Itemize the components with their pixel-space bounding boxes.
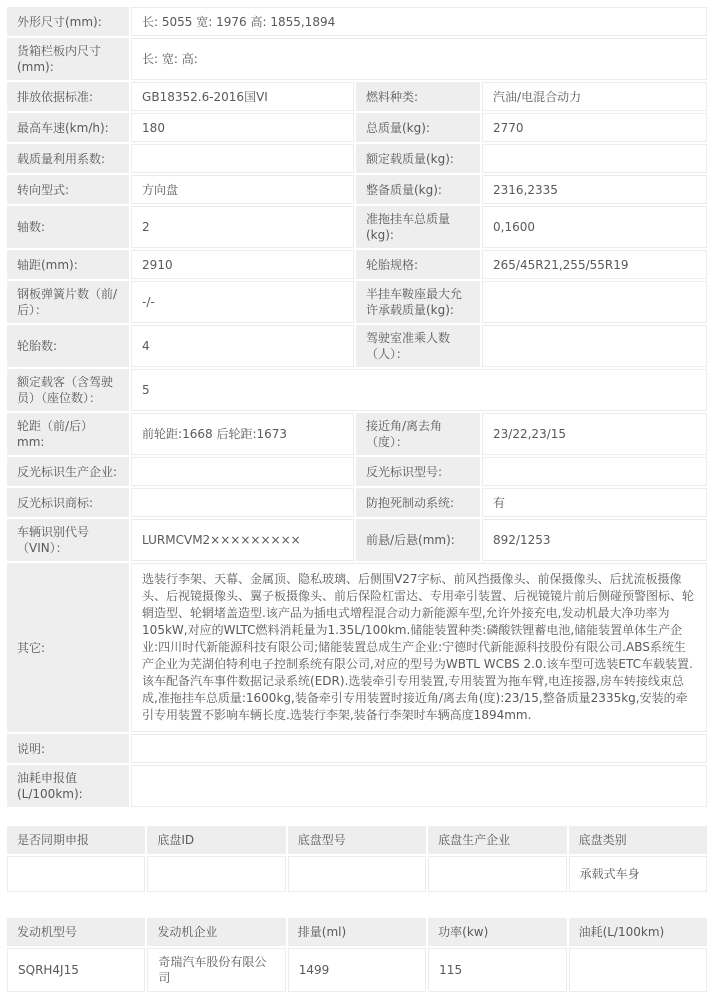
spec-label-cell: 其它: [7,563,129,732]
spec-value-cell: 2 [131,206,354,248]
spec-value-cell: 2316,2335 [482,175,707,204]
spec-label-cell: 燃料种类: [356,82,480,111]
spec-label-cell: 整备质量(kg): [356,175,480,204]
chassis-table-body [7,856,707,892]
engine-header-cell: 功率(kw) [428,918,566,946]
engine-header-cell: 排量(ml) [288,918,426,946]
engine-table-body [7,948,707,992]
spec-row [7,325,707,367]
engine-header-cell: 油耗(L/100km) [569,918,707,946]
engine-header-cell: 发动机型号 [7,918,145,946]
spec-label-cell: 总质量(kg): [356,113,480,142]
chassis-value-cell [7,856,145,892]
spec-value-cell: 2910 [131,250,354,279]
chassis-header-cell: 是否同期申报 [7,826,145,854]
spec-row [7,38,707,80]
engine-value-cell [569,948,707,992]
spec-row [7,250,707,279]
chassis-value-cell [288,856,426,892]
spec-label-cell: 说明: [7,734,129,763]
spec-label-cell: 油耗申报值(L/100km): [7,765,129,807]
spec-label-cell: 接近角/离去角（度）： [356,413,480,455]
spec-value-cell: -/- [131,281,354,323]
spec-label-cell: 反光标识商标: [7,488,129,517]
spec-value-cell [482,325,707,367]
spec-label-cell: 驾驶室准乘人数（人）： [356,325,480,367]
spec-row [7,369,707,411]
spec-value-cell [131,734,707,763]
spec-label-cell: 反光标识型号: [356,457,480,486]
chassis-header-cell: 底盘型号 [288,826,426,854]
spec-row [7,175,707,204]
spec-value-cell: 前轮距:1668 后轮距:1673 [131,413,354,455]
spec-row [7,488,707,517]
spec-label-cell: 轮距（前/后）mm: [7,413,129,455]
chassis-header-cell: 底盘ID [147,826,285,854]
spec-value-cell [131,765,707,807]
spec-label-cell: 半挂车鞍座最大允许承载质量(kg): [356,281,480,323]
chassis-table [5,824,709,894]
spec-value-cell: 2770 [482,113,707,142]
engine-data-row [7,948,707,992]
spec-label-cell: 转向型式: [7,175,129,204]
spec-label-cell: 轮胎规格: [356,250,480,279]
spec-value-cell: 汽油/电混合动力 [482,82,707,111]
spec-value-cell: 有 [482,488,707,517]
spec-row [7,144,707,173]
spec-label-cell: 额定载质量(kg): [356,144,480,173]
spec-value-cell [482,144,707,173]
engine-value-cell: 1499 [288,948,426,992]
spec-label-cell: 最高车速(km/h): [7,113,129,142]
engine-value-cell: 115 [428,948,566,992]
chassis-header-row [7,826,707,854]
spec-value-cell: LURMCVM2××××××××× [131,519,354,561]
spec-label-cell: 额定载客（含驾驶员）（座位数）： [7,369,129,411]
spec-label-cell: 轴数: [7,206,129,248]
spec-label-cell: 外形尺寸(mm): [7,7,129,36]
spec-label-cell: 前悬/后悬(mm): [356,519,480,561]
spec-row [7,82,707,111]
spec-value-cell [482,457,707,486]
chassis-value-cell [428,856,566,892]
spec-label-cell: 轮胎数: [7,325,129,367]
chassis-header-cell: 底盘类别 [569,826,707,854]
spec-row [7,734,707,763]
engine-header-cell: 发动机企业 [147,918,285,946]
spec-row [7,7,707,36]
spec-value-cell: 长: 5055 宽: 1976 高: 1855,1894 [131,7,707,36]
engine-header-row [7,918,707,946]
chassis-data-row [7,856,707,892]
spec-label-cell: 车辆识别代号（VIN）： [7,519,129,561]
engine-value-cell: SQRH4J15 [7,948,145,992]
spec-value-cell [131,144,354,173]
chassis-value-cell [147,856,285,892]
spec-value-cell [482,281,707,323]
chassis-header-cell: 底盘生产企业 [428,826,566,854]
spec-value-cell: GB18352.6-2016国VI [131,82,354,111]
spec-row [7,765,707,807]
spec-value-cell: 选装行李架、天幕、金属顶、隐私玻璃、后侧围V27字标、前风挡摄像头、前保摄像头、后扰流板摄像头、后视镜摄像头、翼子板摄像头、前后保险杠雷达、专用牵引装置、后视镜镜片前后侧碰预警图标、轮辋造型、轮辋堵盖造型.该产品为插电式增程混合动力新能源车型,允许外接充电,发动机最大净功率为105kW,对应的WLTC燃料消耗量为1.35L/100km.储能装置种类:磷酸铁锂蓄电池,储能装置单体生产企业:四川时代新能源科技有限公司;储能装置总成生产企业:宁德时代新能源科技股份有限公司.ABS系统生产企业为芜湖伯特利电子控制系统有限公司,对应的型号为WBTL WCBS 2.0.该车型可选装ETC车载装置.该车配备汽车事件数据记录系统(EDR).选装牵引专用装置,专用装置为拖车臂,电连接器,房车转接线束总成,准拖挂车总质量:1600kg,装备牵引专用装置时接近角/离去角(度):23/15,整备质量2335kg,安装的牵引专用装置不影响车辆长度.选装行李架,装备行李架时车辆高度1894mm. [131,563,707,732]
spec-value-cell: 265/45R21,255/55R19 [482,250,707,279]
spec-row [7,413,707,455]
spec-row [7,113,707,142]
spec-row [7,563,707,732]
spec-value-cell: 180 [131,113,354,142]
spec-value-cell: 5 [131,369,707,411]
spec-value-cell: 长: 宽: 高: [131,38,707,80]
spec-row [7,519,707,561]
spec-row [7,457,707,486]
spec-value-cell [131,488,354,517]
spec-value-cell [131,457,354,486]
spec-row [7,281,707,323]
spec-value-cell: 0,1600 [482,206,707,248]
spec-table [5,5,709,809]
engine-table [5,916,709,994]
spec-label-cell: 货箱栏板内尺寸(mm): [7,38,129,80]
spec-row [7,206,707,248]
spec-value-cell: 4 [131,325,354,367]
spec-value-cell: 方向盘 [131,175,354,204]
spec-label-cell: 排放依据标准: [7,82,129,111]
engine-value-cell: 奇瑞汽车股份有限公司 [147,948,285,992]
spec-label-cell: 钢板弹簧片数（前/后）： [7,281,129,323]
spec-value-cell: 23/22,23/15 [482,413,707,455]
spec-label-cell: 载质量利用系数: [7,144,129,173]
spec-table-body [7,7,707,807]
chassis-value-cell: 承载式车身 [569,856,707,892]
spec-label-cell: 准拖挂车总质量(kg): [356,206,480,248]
spec-value-cell: 892/1253 [482,519,707,561]
spec-label-cell: 轴距(mm): [7,250,129,279]
spec-label-cell: 反光标识生产企业: [7,457,129,486]
spec-label-cell: 防抱死制动系统: [356,488,480,517]
